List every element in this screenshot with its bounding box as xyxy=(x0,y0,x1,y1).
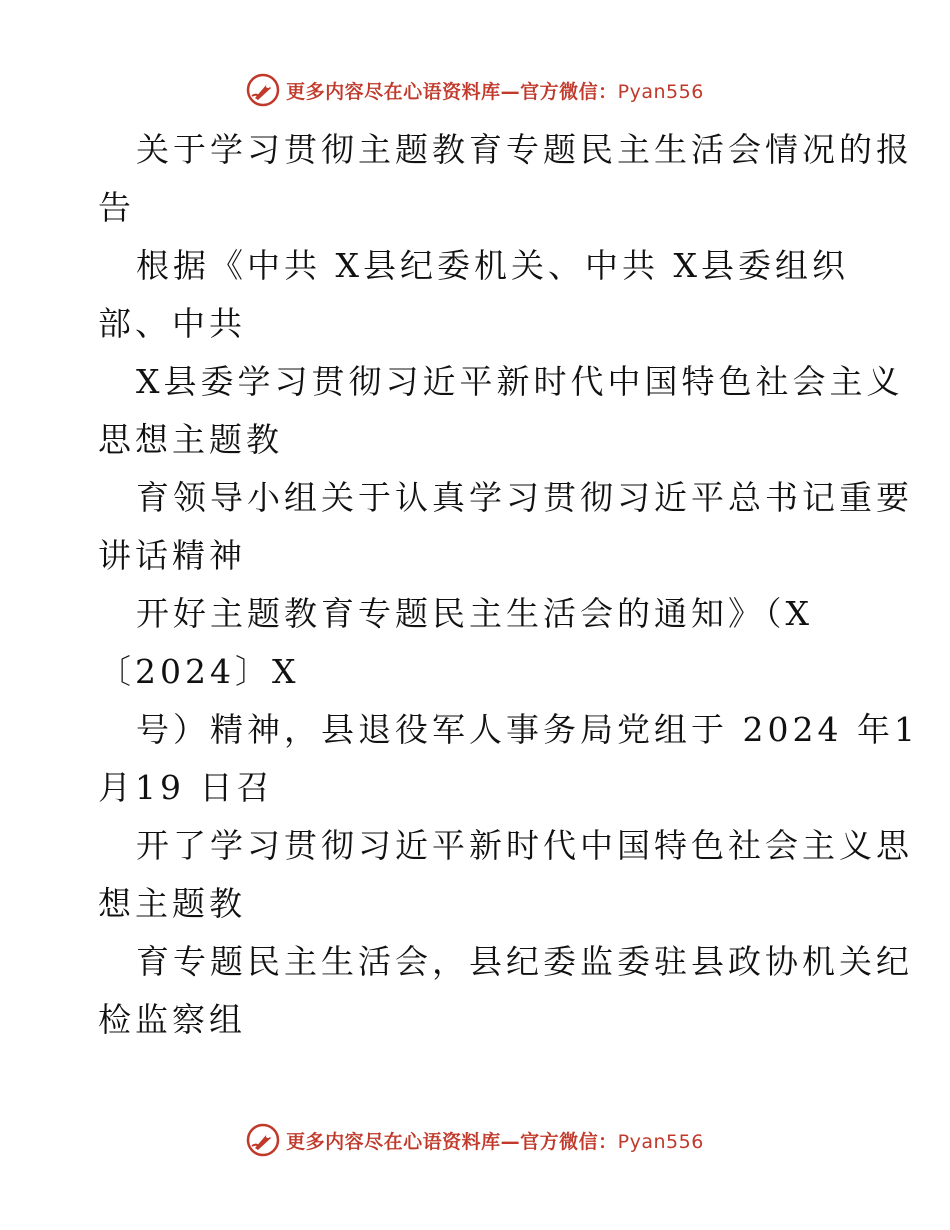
banner-handle: Pyan556 xyxy=(617,80,704,103)
banner-handle: Pyan556 xyxy=(617,1130,704,1153)
doc-line: 月19 日召 xyxy=(98,768,274,807)
doc-line: 号）精神，县退役军人事务局党组于 2024 年1 xyxy=(136,710,919,749)
header-banner xyxy=(0,70,950,110)
doc-line: 检监察组 xyxy=(98,1000,246,1039)
doc-line: 想主题教 xyxy=(98,884,246,923)
banner-label: 更多内容尽在心语资料库—官方微信： xyxy=(286,1130,618,1153)
pen-nib-logo-icon xyxy=(246,1123,280,1157)
doc-line: 思想主题教 xyxy=(98,420,283,459)
doc-line: 告 xyxy=(98,188,135,227)
pen-nib-logo-icon xyxy=(246,73,280,107)
doc-line: 开了学习贯彻习近平新时代中国特色社会主义思 xyxy=(136,826,913,865)
doc-line: 开好主题教育专题民主生活会的通知》（X xyxy=(136,594,813,633)
footer-banner xyxy=(0,1120,950,1160)
doc-line: 〔2024〕X xyxy=(98,652,300,691)
banner-text xyxy=(286,77,704,104)
doc-line: X县委学习贯彻习近平新时代中国特色社会主义 xyxy=(136,362,904,401)
banner-text xyxy=(286,1127,704,1154)
doc-line: 讲话精神 xyxy=(98,536,246,575)
doc-line: 育专题民主生活会，县纪委监委驻县政协机关纪 xyxy=(136,942,913,981)
doc-line: 根据《中共 X县纪委机关、中共 X县委组织 xyxy=(136,246,849,285)
doc-line: 关于学习贯彻主题教育专题民主生活会情况的报 xyxy=(136,130,913,169)
doc-line: 育领导小组关于认真学习贯彻习近平总书记重要 xyxy=(136,478,913,517)
banner-label: 更多内容尽在心语资料库—官方微信： xyxy=(286,80,618,103)
doc-line: 部、中共 xyxy=(98,304,246,343)
